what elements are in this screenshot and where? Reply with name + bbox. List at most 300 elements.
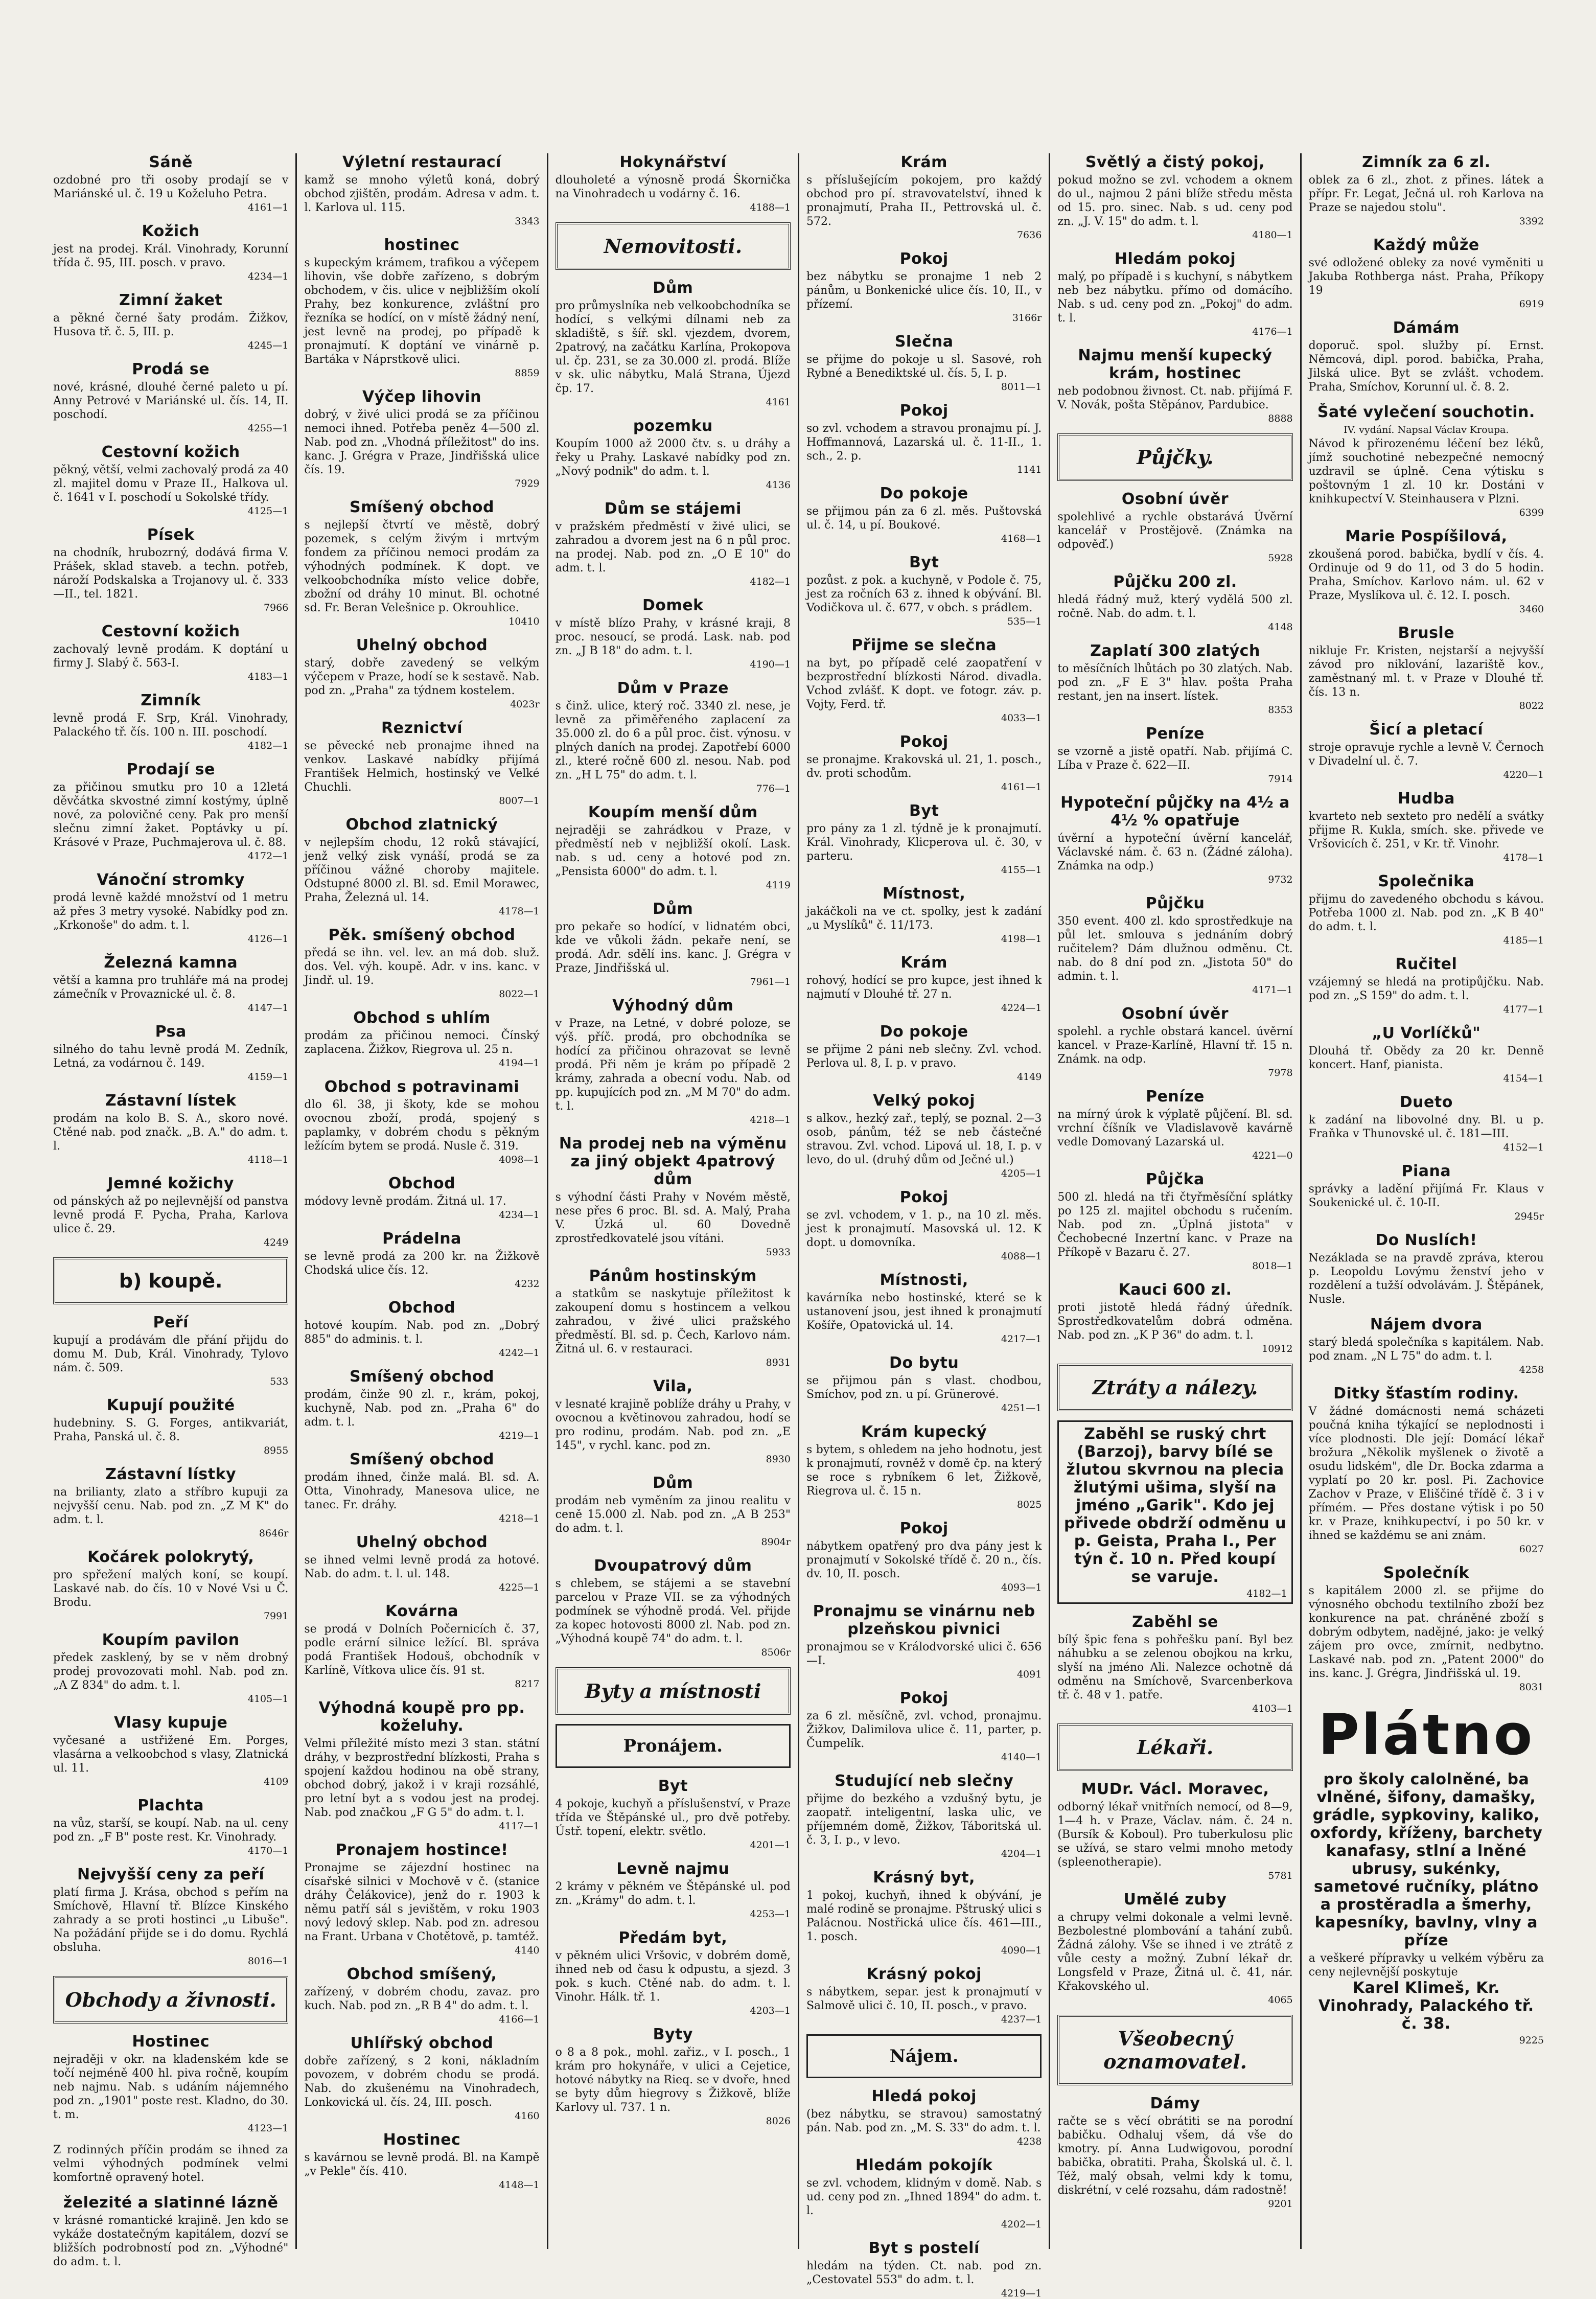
ad-title: Marie Pospíšilová, — [1345, 527, 1508, 545]
classified-ad — [556, 900, 791, 987]
ad-code: 7966 — [263, 602, 289, 613]
classified-ad — [1057, 1005, 1292, 1078]
ad-title: Písek — [147, 526, 195, 544]
ad-code: 4258 — [1519, 1364, 1544, 1375]
ad-code: 8353 — [1268, 704, 1293, 716]
ad-text: o 8 a 8 pok., mohl. zařiz., v I. posch., 1 krám pro hokynáře, v ulici a Cejetice, hotové nábytky na Rieq. se v dvoře, hned se byty dům hiegrovy s Žižkově, blíže Karlovy ul. 737. 1 n. — [555, 2046, 791, 2114]
ad-text: nikluje Fr. Kristen, nejstarší a nejvyšší závod pro niklování, lazariště kov., zaměstnaný ml. t. v Praze v Dlouhé tř. čís. 13 n. — [1308, 645, 1544, 699]
section-heading: Ztráty a nálezy. — [1057, 1364, 1292, 1411]
classified-ad — [556, 417, 791, 491]
ad-code: 4245—1 — [247, 340, 289, 351]
ad-title: Cestovní kožich — [101, 623, 240, 640]
classified-ad — [304, 388, 539, 489]
ad-text: pro průmyslníka neb velkoobchodníka se hodící, s velkými dílnami neb za skladiště, s šíř. skl. vjezdem, dvorem, 2patrový, na začátku Karlína, Prokopova ul. čp. 231, se za 30.000 zl. prodá. Blíže v sk. ulic nábytku, Malá Strana, Újezd čp. 17. — [555, 300, 791, 395]
ad-code: 5781 — [1268, 1870, 1293, 1881]
ad-code: 8025 — [1016, 1499, 1042, 1510]
ad-title: Místnosti, — [880, 1271, 968, 1289]
ad-text: se ihned velmi levně prodá za hotové. Nab. do adm. t. l. ul. 148. — [304, 1554, 540, 1580]
ad-code: 4033—1 — [1001, 712, 1042, 724]
ad-title: Zástavní lístky — [105, 1465, 237, 1483]
ad-code: 4152—1 — [1503, 1142, 1544, 1153]
classified-ad — [1057, 1088, 1292, 1161]
ad-text: nejraději v okr. na kladenském kde se točí nejméně 400 hl. piva ročně, koupím neb najmu. Nab. s udáním nájemného pod zn. „1901" poste rest. Kladno, do 30. t. m. — [53, 2053, 289, 2121]
section-heading: Byty a místnosti — [556, 1667, 791, 1715]
ad-code: 4148—1 — [499, 2179, 540, 2191]
classified-ad — [53, 2194, 288, 2269]
ad-code: 4202—1 — [1001, 2219, 1042, 2230]
classified-ad — [806, 1772, 1042, 1859]
section-heading: Lékaři. — [1057, 1723, 1292, 1771]
classified-ad — [806, 1869, 1042, 1956]
classified-ad — [1057, 642, 1292, 716]
classified-ad — [53, 526, 288, 613]
classified-ad — [806, 1520, 1042, 1593]
ad-title: pro školy calolněné, ba vlněné, šifony, damašky, grádle, sypkoviny, kaliko, oxfordy, kříženy, barchety kanafasy, stlní a lněné ubrusy, sukénky, sametové ručníky, plátno a prostěradla a šmerhy, kapesníky, bavlny, vlny a příze — [1310, 1771, 1543, 1949]
ad-text: pokud možno se zvl. vchodem a oknem do ul., najmou 2 páni blíže středu města od 15. pro. sinec. Nab. s ud. ceny pod zn. „J. V. 15" do adm. t. l. — [1057, 174, 1293, 228]
ad-footer: Karel Klimeš, Kr. Vinohrady, Palackého tř. č. 38. — [1318, 1979, 1534, 2033]
classified-ad — [53, 2033, 288, 2134]
ad-title: Hypoteční půjčky na 4½ a 4½ % opatřuje — [1060, 794, 1290, 830]
ad-code: 4234—1 — [499, 1209, 540, 1221]
classified-ad — [53, 360, 288, 434]
ad-code: 4198—1 — [1001, 933, 1042, 945]
ad-title: Zaběhl se ruský chrt (Barzoj), barvy bílé se žlutou skvrnou na plecia žlutými ušima, slyší na jméno „Garik". Kdo jej přivede obdrží odměnu u p. Geista, Praha I., Per týn č. 10 n. Před koupí se varuje. — [1063, 1425, 1286, 1586]
ad-text: starý, dobře zavedený se velkým výčepem v Praze, hodí se k sestavě. Nab. pod zn. „Praha" za týdnem kostelem. — [304, 657, 540, 697]
classified-ad — [556, 1474, 791, 1548]
ad-text: račte se s věcí obrátiti se na porodní babičku. Odhaluj všem, dá vše do kmotry. pí. Anna Ludwigovou, porodní babička, obratiti. Praha, Školská ul. č. l. Též, malý obsah, velmi kdy k tomu, diskrétní, v celé rozsahu, dám radostně! — [1057, 2115, 1293, 2197]
classified-ad — [806, 333, 1042, 393]
ad-code: 4161—1 — [1001, 781, 1042, 793]
ad-code: 9201 — [1268, 2198, 1293, 2210]
classified-ad — [556, 1377, 791, 1465]
ad-title: Kauci 600 zl. — [1118, 1281, 1232, 1299]
ad-code: 8016—1 — [247, 1956, 289, 1967]
ad-text: a chrupy velmi dokonale a velmi levně. Bezbolestné plombování a tahání zubů. Žádná zálohy. Vše se ihned i ve ztrátě z vůle cesty a možný. Zubní lékař dr. Longsfeld v Praze, Žitná ul. č. 41, nár. Křakovského ul. — [1057, 1911, 1293, 1993]
ad-code: 4159—1 — [247, 1071, 289, 1083]
ad-code: 3460 — [1519, 604, 1544, 615]
classified-ad — [556, 997, 791, 1125]
ad-code: 7991 — [263, 1611, 289, 1622]
ad-code: 4140—1 — [1001, 1752, 1042, 1763]
classified-ad — [53, 954, 288, 1014]
ad-title: Dům se stájemi — [604, 500, 742, 518]
classified-ad — [806, 1188, 1042, 1262]
ad-title: Hudba — [1397, 790, 1455, 808]
ad-code: 4171—1 — [1252, 984, 1293, 996]
ad-title: Krám kupecký — [861, 1423, 987, 1441]
ad-text: spolehl. a rychle obstará kancel. úvěrní kancel. v Praze-Karlíně, Hlavní tř. 15 n. Známk. na odp. — [1057, 1025, 1293, 1066]
classified-ad — [53, 1023, 288, 1083]
column-3 — [548, 153, 799, 2249]
ad-text: předek zasklený, by se v něm drobný prodej provozovati mohl. Nab. pod zn. „A Z 834" do adm. t. l. — [53, 1651, 289, 1692]
ad-text: 1 pokoj, kuchyň, ihned k obývání, je malé rodině se pronajme. Pštruský ulici s Palácnou. Nostřická ulice čís. 461—III., 1. posch. — [806, 1889, 1042, 1943]
ad-title: Piana — [1401, 1162, 1451, 1180]
ad-text: kvarteto neb sexteto pro nedělí a svátky přijme R. Kukla, smích. ske. přivede ve Vršovicích č. 251, v Kr. tř. Vinohr. — [1308, 810, 1544, 850]
classified-ad — [806, 2156, 1042, 2230]
classified-ad — [556, 1267, 791, 1368]
ad-code: 4205—1 — [1001, 1168, 1042, 1179]
column-6 — [1302, 153, 1551, 2249]
ad-code: 4103—1 — [1252, 1703, 1293, 1714]
ad-title: Byt s postelí — [868, 2239, 980, 2257]
column-2 — [297, 153, 548, 2249]
classified-ad — [1309, 1162, 1544, 1222]
classified-ad — [53, 1465, 288, 1539]
classified-ad — [53, 291, 288, 351]
ad-code: 4242—1 — [499, 1347, 540, 1359]
classified-ad — [556, 679, 791, 794]
ad-title: Byt — [658, 1777, 688, 1795]
ad-title: Smíšený obchod — [349, 498, 494, 516]
ad-title: Výhodná koupě pro pp. koželuhy. — [318, 1699, 525, 1735]
section-heading: Nájem. — [806, 2034, 1042, 2078]
ad-text: spolehlivé a rychle obstarává Úvěrní kancelář v Prostějově. (Známka na odpověď.) — [1057, 511, 1293, 551]
classified-ad — [1309, 403, 1544, 518]
classified-ad — [1057, 573, 1292, 633]
ad-title: Vlasy kupuje — [113, 1714, 228, 1732]
classified-ad — [806, 1023, 1042, 1083]
ad-text: pro pány za 1 zl. týdně je k pronajmutí. Král. Vinohrady, Klicperova ul. č. 30, v parteru. — [806, 822, 1042, 863]
ad-title: Hledám pokojík — [855, 2156, 993, 2174]
ad-title: Peníze — [1146, 1088, 1205, 1106]
ad-title: Pokoj — [899, 733, 949, 751]
ad-title: Obchod — [388, 1175, 456, 1192]
ad-title: Najmu menší kupecký krám, hostinec — [1078, 347, 1273, 382]
ad-text: s bytem, s ohledem na jeho hodnotu, jest k pronajmutí, rovněž v domě čp. na který se roce s rybníkem 6 let, Žižkově, Riegrova ul. č. 15 n. — [806, 1443, 1042, 1498]
classified-ad — [1309, 1385, 1544, 1555]
ad-code: 4098—1 — [499, 1154, 540, 1165]
classified-ad — [304, 1533, 539, 1593]
ad-text: v pěkném ulici Vršovic, v dobrém domě, ihned neb od času k odpustu, a sjezd. 3 pok. s kuch. Ctěné nab. do adm. t. l. Vinohr. Hálk. tř. 1. — [555, 1949, 791, 2004]
ad-text: s kavárnou se levně prodá. Bl. na Kampě „v Pekle" čís. 410. — [304, 2151, 540, 2178]
classified-ad — [556, 596, 791, 670]
newspaper-page — [46, 153, 1551, 2299]
ad-title: Prádelna — [382, 1230, 461, 1248]
ad-title: Peníze — [1146, 725, 1205, 743]
ad-text: nejraději se zahrádkou v Praze, v předměstí neb v nejbližší okolí. Lask. nab. s ud. ceny a hotové pod zn. „Pensista 6000" do adm. t. l. — [555, 824, 791, 878]
ad-text: Velmi příležité místo mezi 3 stan. státní dráhy, v bezprostřední blízkosti, Praha s spojení každou hodinou na obě strany, obchod dobrý, jakož i v kraji rozsáhlé, pro letní byt a s vodou jest na prodej. Nab. pod značkou „F G 5" do adm. t. l. — [304, 1737, 540, 1819]
ad-code: 8007—1 — [499, 795, 540, 807]
ad-code: 4182—1 — [247, 740, 289, 751]
classified-ad — [556, 803, 791, 891]
classified-ad — [53, 1175, 288, 1248]
ad-title: Psa — [155, 1023, 187, 1041]
ad-text: (bez nábytku, se stravou) samostatný pán. Nab. pod zn. „M. S. 33" do adm. t. l. — [806, 2108, 1042, 2134]
ad-title: Uhlířský obchod — [350, 2034, 494, 2052]
ad-text: doporuč. spol. služby pí. Ernst. Němcová, dipl. porod. babička, Praha, Jilská ulice. Byt se zvlášt. vchodem. Praha, Smíchov, Korunní ul. č. 8. 2. — [1308, 339, 1544, 394]
ad-code: 4218—1 — [499, 1513, 540, 1524]
ad-text: Nezáklada se na pravdě zpráva, kterou p. Leopoldu Lovýmu ženství jeho v rozdělení a tužší odvolávám. J. Štěpánek, Nusle. — [1308, 1252, 1544, 1306]
ad-text: prodám za přičinou nemoci. Čínský zaplacena. Žižkov, Riegrova ul. 25 n. — [304, 1029, 540, 1056]
ad-code: 535—1 — [1007, 616, 1042, 627]
ad-title: Prodá se — [132, 360, 210, 378]
classified-ad — [53, 1092, 288, 1165]
ad-code: 1141 — [1016, 464, 1042, 475]
display-headline: Plátno — [1318, 1702, 1535, 1767]
ad-title: Výletní restaurací — [342, 153, 501, 171]
ad-code: 3343 — [515, 216, 540, 227]
ad-text: Z rodinných příčin prodám se ihned za velmi výhodných podmínek velmi komfortně opravený hotel. — [53, 2144, 289, 2184]
ad-text: malý, po případě i s kuchyní, s nábytkem neb bez nábytku. přímo od domácího. Nab. s ud. ceny pod zn. „Pokoj" do adm. t. l. — [1057, 270, 1293, 325]
ad-text: na mírný úrok k výplatě půjčení. Bl. sd. vrchní číšník ve Vladislavově kavárně vedle Domovaný Lazarská ul. — [1057, 1108, 1293, 1148]
ad-note: IV. vydání. Napsal Václav Kroupa. — [1344, 424, 1509, 435]
ad-code: 4125—1 — [247, 505, 289, 517]
classified-ad — [304, 236, 539, 379]
ad-text: přijme do bezkého a vzdušný bytu, je zaopatř. inteligentní, laska ulic, ve příjemném domě, Žižkov, Táboritská ul. č. 3, I. p., v levo. — [806, 1792, 1042, 1847]
ad-code: 8217 — [515, 1679, 540, 1690]
ad-title: pozemku — [633, 417, 713, 435]
ad-title: Byt — [909, 554, 939, 571]
ad-title: Předám byt, — [618, 1929, 728, 1947]
ad-text: pro pekaře so hodící, v lidnatém obci, kde ve vůkoli žádn. pekaře není, se prodá. Adr. sdělí ins. kanc. J. Grégra v Praze, Jindřišská ul. — [555, 921, 791, 975]
ad-title: Dámy — [1150, 2095, 1200, 2112]
ad-code: 4123—1 — [247, 2123, 289, 2134]
section-heading: Půjčky. — [1057, 433, 1292, 481]
classified-ad — [806, 1965, 1042, 2025]
ad-code: 4117—1 — [499, 1821, 540, 1832]
ad-title: Pokoj — [899, 1188, 949, 1206]
classified-ad — [1309, 319, 1544, 394]
ad-title: Krám — [900, 153, 947, 171]
ad-title: Půjčku 200 zl. — [1113, 573, 1237, 591]
section-heading: Obchody a živnosti. — [53, 1976, 288, 2024]
ad-text: se pronajme. Krakovská ul. 21, 1. posch., dv. proti schodům. — [806, 753, 1042, 780]
ad-text: s kupeckým krámem, trafikou a výčepem lihovin, vše dobře zařízeno, s dobrým obchodem, v čis. ulice v nejbližším okolí Prahy, bez konkurence, zvláštní pro řezníka se hodící, on v místě žádný není, jest levně na prodej, po případě k pronajmutí. K doptání ve vinárně p. Bartáka v Náprstkově ulici. — [304, 257, 540, 366]
ad-text: jest na prodej. Král. Vinohrady, Korunní třída č. 95, III. posch. v pravo. — [53, 243, 289, 269]
ad-title: Pokoj — [899, 1520, 949, 1537]
ad-title: Krásný byt, — [873, 1869, 976, 1887]
classified-ad — [806, 636, 1042, 724]
classified-ad — [304, 1602, 539, 1690]
ad-code: 4194—1 — [499, 1057, 540, 1069]
ad-title: Krásný pokoj — [866, 1965, 982, 1983]
ad-code: 7929 — [515, 478, 540, 489]
ad-text: v lesnaté krajině poblíže dráhy u Prahy, v ovocnou a květinovou zahradou, hodí se pro rodinu, prodám. Nab. pod zn. „E 145", v rychl. kanc. pod zn. — [555, 1398, 791, 1452]
ad-text: pěkný, větší, velmi zachovalý prodá za 40 zl. majitel domu v Praze II., Halkova ul. č. 1641 v I. poschodí u Sokolské třídy. — [53, 464, 289, 504]
ad-text: Návod k přirozenému léčení bez léků, jímž souchotiné nebezpečné nemocný uzdravil se úplně. Cena výtisku s poštovným 1 zl. 10 kr. Dostáni v knihkupectví V. Steinhausera v Plzni. — [1308, 438, 1544, 505]
ad-title: Šaté vylečení souchotin. — [1317, 403, 1535, 421]
ad-title: Půjčku — [1145, 894, 1205, 912]
ad-code: 4249 — [263, 1237, 289, 1248]
ad-code: 8011—1 — [1001, 381, 1042, 393]
column-5 — [1050, 153, 1301, 2249]
ad-code: 4221—0 — [1252, 1150, 1293, 1161]
classified-ad — [1309, 624, 1544, 711]
ad-title: Pronajem hostince! — [335, 1841, 508, 1859]
ad-title: Levně najmu — [616, 1860, 730, 1878]
ad-text: silného do tahu levně prodá M. Zedník, Letná, za vodárnou č. 149. — [53, 1043, 289, 1070]
classified-ad — [304, 1230, 539, 1290]
ad-code: 4204—1 — [1001, 1848, 1042, 1859]
classified-ad — [1057, 894, 1292, 996]
ad-title: Dvoupatrový dům — [594, 1557, 752, 1575]
ad-code: 4160 — [515, 2110, 540, 2122]
ad-code: 4219—1 — [1001, 2288, 1042, 2299]
ad-text: pozůst. z pok. a kuchyně, v Podole č. 75, jest za ročních 63 z. ihned k obývání. Bl. Vodičkova ul. č. 677, v obch. s prádlem. — [806, 574, 1042, 614]
ad-code: 4182—1 — [1246, 1588, 1287, 1599]
ad-text: levně prodá F. Srp, Král. Vinohrady, Palackého tř. čís. 100 n. III. poschodí. — [53, 712, 289, 739]
ad-title: Kupují použité — [106, 1396, 235, 1414]
ad-text: v nejlepším chodu, 12 roků stávající, jenž velký zisk vynáší, prodá se za příčinou vážné choroby majitele. Odstupné 8000 zl. Bl. sd. Emil Morawec, Praha, Železná ul. 14. — [304, 836, 540, 904]
classified-ad — [304, 1841, 539, 1956]
classified-ad — [304, 498, 539, 627]
ad-title: Obchod zlatnický — [345, 816, 498, 834]
classified-ad — [1057, 1613, 1292, 1714]
ad-code: 8859 — [515, 367, 540, 379]
classified-ad — [1057, 2095, 1292, 2210]
classified-ad — [806, 954, 1042, 1014]
ad-code: 4234—1 — [247, 271, 289, 282]
ad-code: 8930 — [766, 1454, 791, 1465]
classified-ad — [304, 1299, 539, 1359]
ad-title: Dům v Praze — [617, 679, 729, 697]
ad-text: 350 event. 400 zl. kdo sprostředkuje na půl let. smlouva s jednáním dobrý ručitelem? Dám dlužnou odměnu. Ct. nab. do 8 dní pod zn. „Jistota 50" do admin. t. l. — [1057, 915, 1293, 983]
ad-text: pro spřežení malých koní, se koupí. Laskavé nab. do čís. 10 v Nové Vsi u Č. Brodu. — [53, 1569, 289, 1609]
ad-text: a veškeré přípravky u velkém výběru za ceny nejlevnější poskytuje — [1308, 1952, 1544, 1979]
ad-code: 4220—1 — [1503, 769, 1544, 780]
ad-text: starý bledá společníka s kapitálem. Nab. pod znam. „N L 75" do adm. t. l. — [1308, 1336, 1544, 1363]
ad-title: Hostinec — [132, 2033, 210, 2051]
ad-title: Na prodej neb na výměnu za jiný objekt 4patrový dům — [559, 1135, 787, 1188]
ad-title: Nájem dvora — [1370, 1316, 1483, 1334]
classified-ad — [806, 1271, 1042, 1345]
ad-code: 776—1 — [756, 783, 791, 794]
classified-ad — [806, 802, 1042, 876]
ad-text: na vůz, starší, se koupí. Nab. na ul. ceny pod zn. „F B" poste rest. Kr. Vinohrady. — [53, 1817, 289, 1844]
classified-ad — [556, 1557, 791, 1658]
ad-code: 4090—1 — [1001, 1945, 1042, 1956]
ad-code: 10912 — [1262, 1343, 1293, 1354]
ad-title: Pokoj — [899, 402, 949, 420]
classified-ad — [806, 1092, 1042, 1179]
ad-code: 4253—1 — [750, 1909, 791, 1920]
ad-title: Vila, — [653, 1377, 693, 1395]
column-1 — [46, 153, 297, 2268]
ad-title: Hledám pokoj — [1114, 250, 1236, 268]
ad-code: 8022—1 — [499, 988, 540, 1000]
classified-ad — [304, 1965, 539, 2025]
ad-text: se pěvecké neb pronajme ihned na venkov. Laskavé nabídky přijímá František Helmich, hostinský ve Velké Chuchli. — [304, 740, 540, 794]
ad-title: Do pokoje — [880, 1023, 968, 1041]
ad-code: 4201—1 — [750, 1840, 791, 1851]
ad-code: 4168—1 — [1001, 533, 1042, 544]
ad-text: se vzorně a jistě opatří. Nab. přijímá C. Líba v Praze č. 622—II. — [1057, 745, 1293, 772]
ad-code: 4088—1 — [1001, 1251, 1042, 1262]
ad-text: úvěrní a hypoteční úvěrní kancelář, Václavské nám. č. 63 n. (Žádné záloha). Známka na odp.) — [1057, 832, 1293, 872]
ad-title: Krám — [900, 954, 947, 972]
classified-ad — [304, 719, 539, 807]
ad-code: 4136 — [766, 479, 791, 491]
ad-code: 6919 — [1519, 298, 1544, 310]
ad-text: zařízený, v dobrém chodu, zavaz. pro kuch. Nab. pod zn. „R B 4" do adm. t. l. — [304, 1986, 540, 2012]
ad-code: 4251—1 — [1001, 1403, 1042, 1414]
ad-text: prodá levně každé množství od 1 metru až přes 3 metry vysoké. Nabídky pod zn. „Krkonoše" do adm. t. l. — [53, 891, 289, 932]
classified-ad — [53, 1631, 288, 1705]
ad-text: s alkov., hezký zař., teplý, se poznal. 2—3 osob, pánům, též se neb částečné stravou. Zvl. vchod. Lipová ul. 18, I. p. v levo, do ul. (druhý dům od Ječné ul.) — [806, 1112, 1042, 1166]
classified-ad — [53, 443, 288, 517]
ad-title: Obchod s uhlím — [353, 1009, 491, 1027]
ad-title: Kožich — [142, 222, 200, 240]
ad-text: hledám na týden. Ct. nab. pod zn. „Cestovatel 553" do adm. t. l. — [806, 2260, 1042, 2286]
ad-code: 4140 — [515, 1945, 540, 1956]
ad-title: Pokoj — [899, 250, 949, 268]
classified-ad — [304, 1699, 539, 1832]
ad-code: 4177—1 — [1503, 1004, 1544, 1015]
classified-ad — [1309, 1564, 1544, 1693]
ad-code: 4148 — [1268, 622, 1293, 633]
ad-title: Zaplatí 300 zlatých — [1090, 642, 1260, 660]
classified-ad — [806, 1602, 1042, 1680]
ad-title: Osobní úvěr — [1121, 490, 1229, 508]
classified-ad — [53, 761, 288, 862]
ad-text: své odložené obleky za nové vyměniti u Jakuba Rothberga nást. Praha, Příkopy 19 — [1308, 257, 1544, 297]
ad-text: módovy levně prodám. Žitná ul. 17. — [304, 1195, 506, 1208]
ad-code: 4183—1 — [247, 671, 289, 682]
ad-code: 5928 — [1268, 553, 1293, 564]
ad-title: Pokoj — [899, 1689, 949, 1707]
classified-ad — [1057, 1281, 1292, 1354]
classified-ad — [304, 1078, 539, 1165]
ad-text: se přijme do pokoje u sl. Sasové, roh Rybné a Benediktské ul. čís. 5, I. p. — [806, 353, 1042, 380]
ad-code: 4172—1 — [247, 850, 289, 862]
ad-title: MUDr. Václ. Moravec, — [1081, 1780, 1269, 1798]
ad-code: 4109 — [263, 1776, 289, 1787]
ad-title: Dům — [653, 279, 693, 297]
classified-ad — [1309, 721, 1544, 780]
ad-text: předá se ihn. vel. lev. an má dob. služ. dos. Vel. výh. koupě. Adr. v ins. kanc. v Jindř. ul. 19. — [304, 947, 540, 987]
ad-code: 4225—1 — [499, 1582, 540, 1593]
ad-text: správky a ladění přijímá Fr. Klaus v Soukenické ul. č. 10-II. — [1308, 1183, 1544, 1209]
ad-code: 4182—1 — [750, 576, 791, 587]
classified-ad — [1057, 794, 1292, 885]
ad-code: 4161 — [766, 397, 791, 408]
classified-ad — [1057, 1170, 1292, 1272]
ad-code: 8018—1 — [1252, 1260, 1293, 1272]
ad-code: 4023r — [510, 699, 540, 710]
classified-ad — [1057, 153, 1292, 241]
ad-text: a statkům se naskytuje příležitost k zakoupení domu s hostincem a velkou zahradou, v živé ulici pražského předměstí. Bl. sd. p. Čech, Karlovo nám. Žitná ul. 6. v restauraci. — [555, 1288, 791, 1355]
classified-ad — [806, 250, 1042, 324]
ad-code: 8955 — [263, 1445, 289, 1456]
ad-code: 10410 — [508, 616, 540, 627]
ad-title: Světlý a čistý pokoj, — [1085, 153, 1265, 171]
ad-text: proti jistotě hledá řádný úředník. Sprostředkovatelům dobrá odměna. Nab. pod zn. „K P 36" do adm. t. l. — [1057, 1301, 1293, 1342]
ad-code: 4155—1 — [1001, 864, 1042, 876]
ad-code: 4149 — [1016, 1071, 1042, 1083]
classified-ad — [1057, 490, 1292, 564]
ad-title: Dům — [653, 900, 693, 918]
ad-text: to měsíčních lhůtách po 30 zlatých. Nab. pod zn. „F E 3" hlav. pošta Praha restant, jen na insert. lístek. — [1057, 662, 1293, 703]
classified-ad — [53, 1548, 288, 1622]
ad-code: 7978 — [1268, 1067, 1293, 1078]
ad-code: 4065 — [1268, 1994, 1293, 2006]
ad-text: větší a kamna pro truhláře má na prodej zámečník v Provaznické ul. č. 8. — [53, 974, 289, 1001]
ad-title: Přijme se slečna — [851, 636, 997, 654]
ad-title: Zaběhl se — [1132, 1613, 1218, 1631]
ad-text: dlo 6l. 38, ji škoty, kde se mohou ovocnou zboží, prodá, spojený s paplamky, v dobrém chodu s pěkným ležícím bytem se prodá. Nusle č. 319. — [304, 1098, 540, 1153]
ad-title: Cestovní kožich — [101, 443, 240, 461]
ad-code: 4224—1 — [1001, 1002, 1042, 1014]
ad-text: se přijme 2 páni neb slečny. Zvl. vchod. Perlova ul. 8, I. p. v pravo. — [806, 1043, 1042, 1070]
ad-text: stroje opravuje rychle a levně V. Černoch v Divadelní ul. č. 7. — [1308, 741, 1544, 768]
ad-text: a pěkné černé šaty prodám. Žižkov, Husova tř. č. 5, III. p. — [53, 312, 289, 338]
ad-text: oblek za 6 zl., zhot. z přines. látek a přípr. Fr. Legat, Ječná ul. roh Karlova na Praze se najedou stolu". — [1308, 174, 1544, 214]
classified-ad — [53, 623, 288, 682]
ad-code: 4119 — [766, 880, 791, 891]
ad-text: hotové koupím. Nab. pod zn. „Dobrý 885" do adminis. t. l. — [304, 1319, 540, 1346]
section-heading: Nemovitosti. — [556, 222, 791, 270]
ad-text: s kapitálem 2000 zl. se přijme do výnosného obchodu textilního zboží bez konkurence na pat. chráněné zboží s dobrým odbytem, nadějné, jako: je velký zájem pro ovce, zmírnit, nedbytno. Laskavé nab. pod zn. „Patent 2000" do ins. kanc. J. Grégra, Jindřišská ul. 19. — [1308, 1584, 1544, 1680]
